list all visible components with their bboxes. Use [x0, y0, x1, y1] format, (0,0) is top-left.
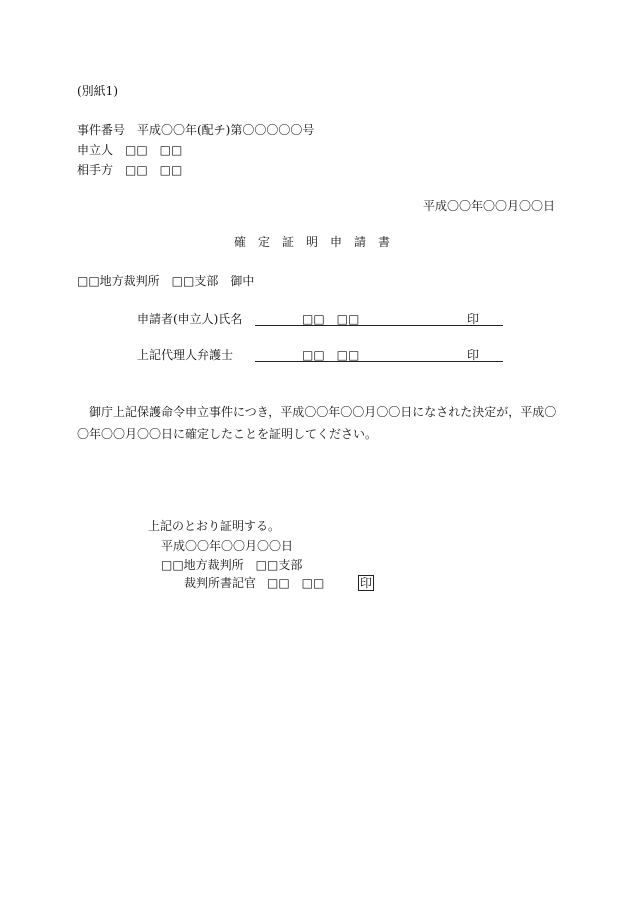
applicant-name: □□ □□: [302, 312, 360, 326]
case-number-value: 平成〇〇年(配チ)第〇〇〇〇〇号: [137, 123, 315, 137]
clerk-label: 裁判所書記官: [184, 576, 257, 590]
applicant-seal: 印: [467, 312, 480, 326]
respondent-value: □□ □□: [125, 163, 183, 177]
agent-seal: 印: [467, 348, 480, 362]
seal-stamp: 印: [360, 576, 373, 590]
applicant-signature-line: [255, 325, 503, 326]
clerk-seal: [358, 576, 374, 590]
agent-name: □□ □□: [302, 348, 360, 362]
petitioner-label: 申立人: [77, 143, 114, 157]
document-date: 平成〇〇年〇〇月〇〇日: [422, 199, 555, 213]
attachment-label: (別紙1): [77, 84, 118, 98]
certification-statement: 上記のとおり証明する。: [148, 519, 281, 533]
addressee: □□地方裁判所 □□支部 御中: [77, 274, 255, 288]
certification-court: □□地方裁判所 □□支部: [161, 558, 303, 572]
petitioner-value: □□ □□: [125, 143, 183, 157]
certification-date: 平成〇〇年〇〇月〇〇日: [161, 539, 294, 553]
clerk-name: □□ □□: [267, 576, 325, 590]
document-title: 確定証明申請書: [233, 235, 402, 249]
body-line-2: 〇年〇〇月〇〇日に確定したことを証明してください。: [77, 427, 378, 441]
agent-signature-line: [255, 361, 503, 362]
agent-label: 上記代理人弁護士: [137, 348, 234, 362]
case-number-label: 事件番号: [77, 123, 126, 137]
applicant-label: 申請者(申立人)氏名: [137, 312, 243, 326]
body-line-1: 御庁上記保護命令申立事件につき，平成〇〇年〇〇月〇〇日になされた決定が，平成〇: [77, 405, 557, 419]
respondent-label: 相手方: [77, 163, 114, 177]
